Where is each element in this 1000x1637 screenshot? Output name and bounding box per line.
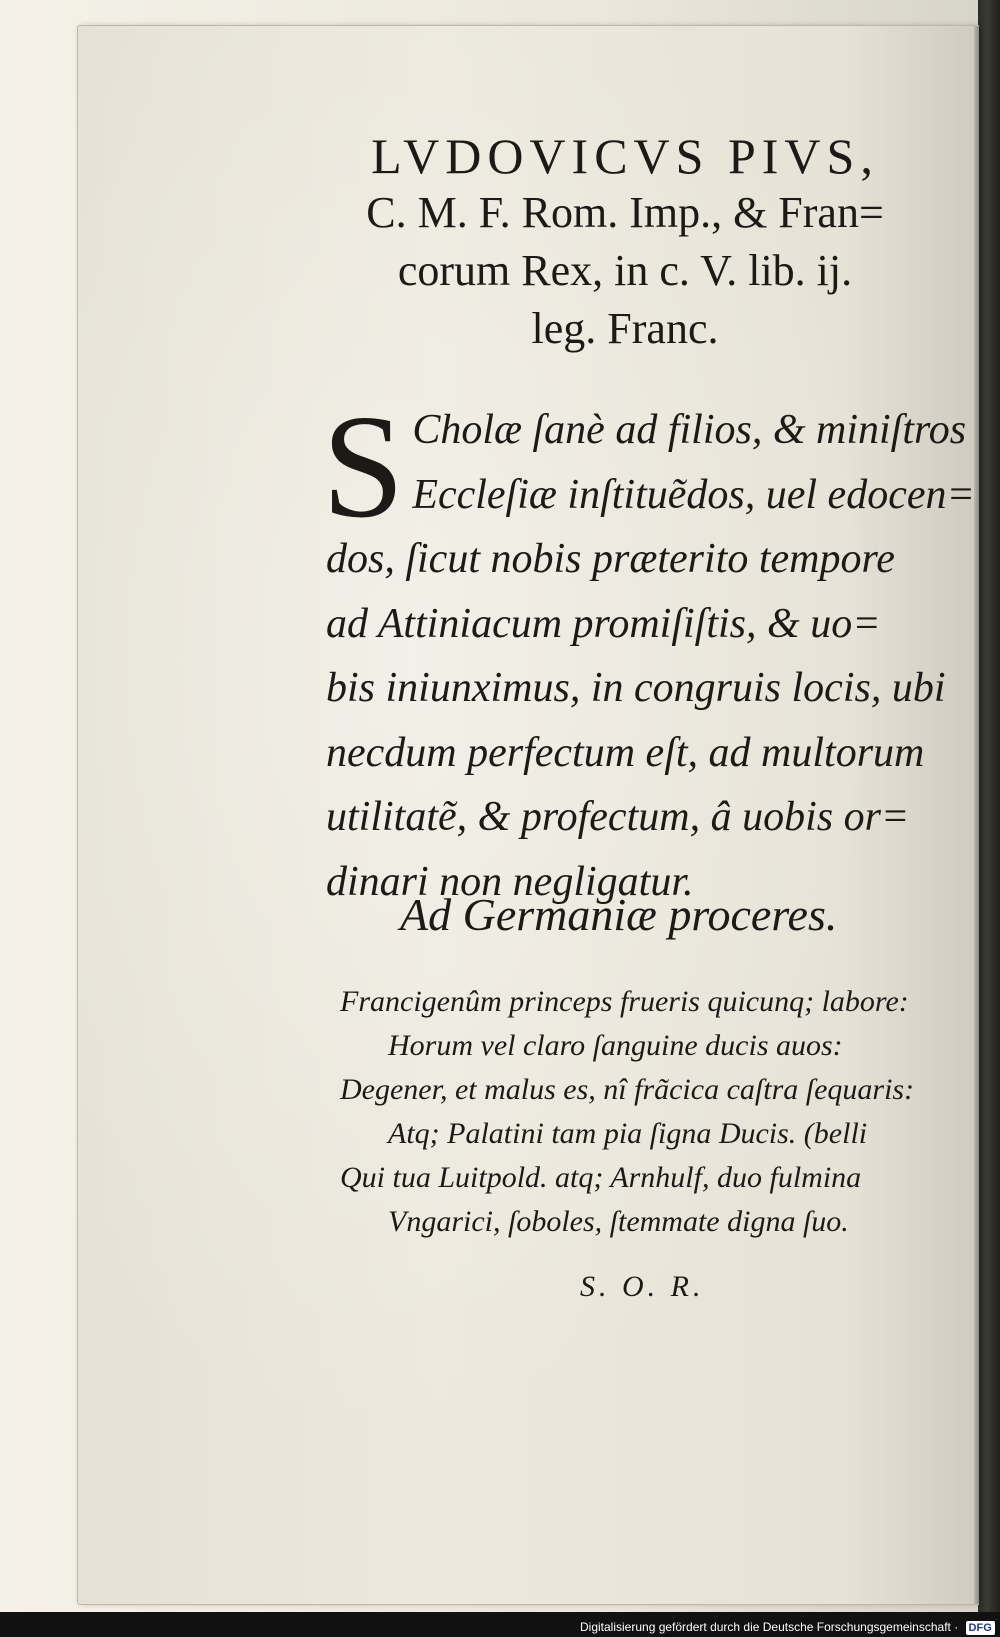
section-subheading: Ad Germaniæ proceres. — [400, 889, 838, 940]
heading-line-1: LVDOVICVS PIVS, — [371, 128, 879, 184]
body-line: Cholæ ſanè ad filios, & miniſtros — [412, 407, 967, 453]
verse-line: Vngarici, ſoboles, ſtemmate digna ſuo. — [388, 1205, 849, 1238]
body-line: dinari non negligatur. — [326, 858, 694, 905]
heading-line-2: C. M. F. Rom. Imp., & Fran= — [366, 188, 884, 237]
body-line: Eccleſiæ inſtituẽdos, uel edocen= — [412, 471, 975, 518]
funding-credit-text: Digitalisierung gefördert durch die Deutsche Forschungsgemeinschaft · — [580, 1620, 959, 1634]
heading-line-3: corum Rex, in c. V. lib. ij. — [397, 246, 853, 295]
heading-line-4: leg. Franc. — [531, 304, 719, 353]
signoff-initials: S. O. R. — [580, 1270, 705, 1303]
verse-line: Francigenûm princeps frueris quicunq; labore: — [340, 985, 909, 1018]
page-edge — [974, 26, 979, 1604]
body-paragraph — [322, 385, 975, 914]
dfg-logo: DFG — [966, 1621, 995, 1635]
body-line: bis iniunximus, in congruis locis, ubi — [326, 665, 946, 711]
book-spine — [978, 0, 1000, 1637]
verse-line: Qui tua Luitpold. atq; Arnhulf, duo fulmina — [340, 1161, 862, 1194]
body-line: utilitatẽ, & profectum, â uobis or= — [326, 794, 910, 840]
verse-line: Degener, et malus es, nî frãcica caſtra ſequaris: — [340, 1073, 915, 1106]
verse-block — [340, 980, 980, 1244]
body-line: dos, ſicut nobis præterito tempore — [326, 536, 895, 582]
verse-line: Horum vel claro ſanguine ducis auos: — [388, 1029, 843, 1062]
verse-line: Atq; Palatini tam pia ſigna Ducis. (belli — [388, 1117, 868, 1150]
body-line: necdum perfectum eſt, ad multorum — [326, 729, 925, 776]
funding-credit — [580, 1617, 995, 1637]
drop-cap: S — [322, 385, 405, 549]
body-line: ad Attiniacum promiſiſtis, & uo= — [326, 600, 881, 647]
page-heading — [300, 128, 950, 358]
